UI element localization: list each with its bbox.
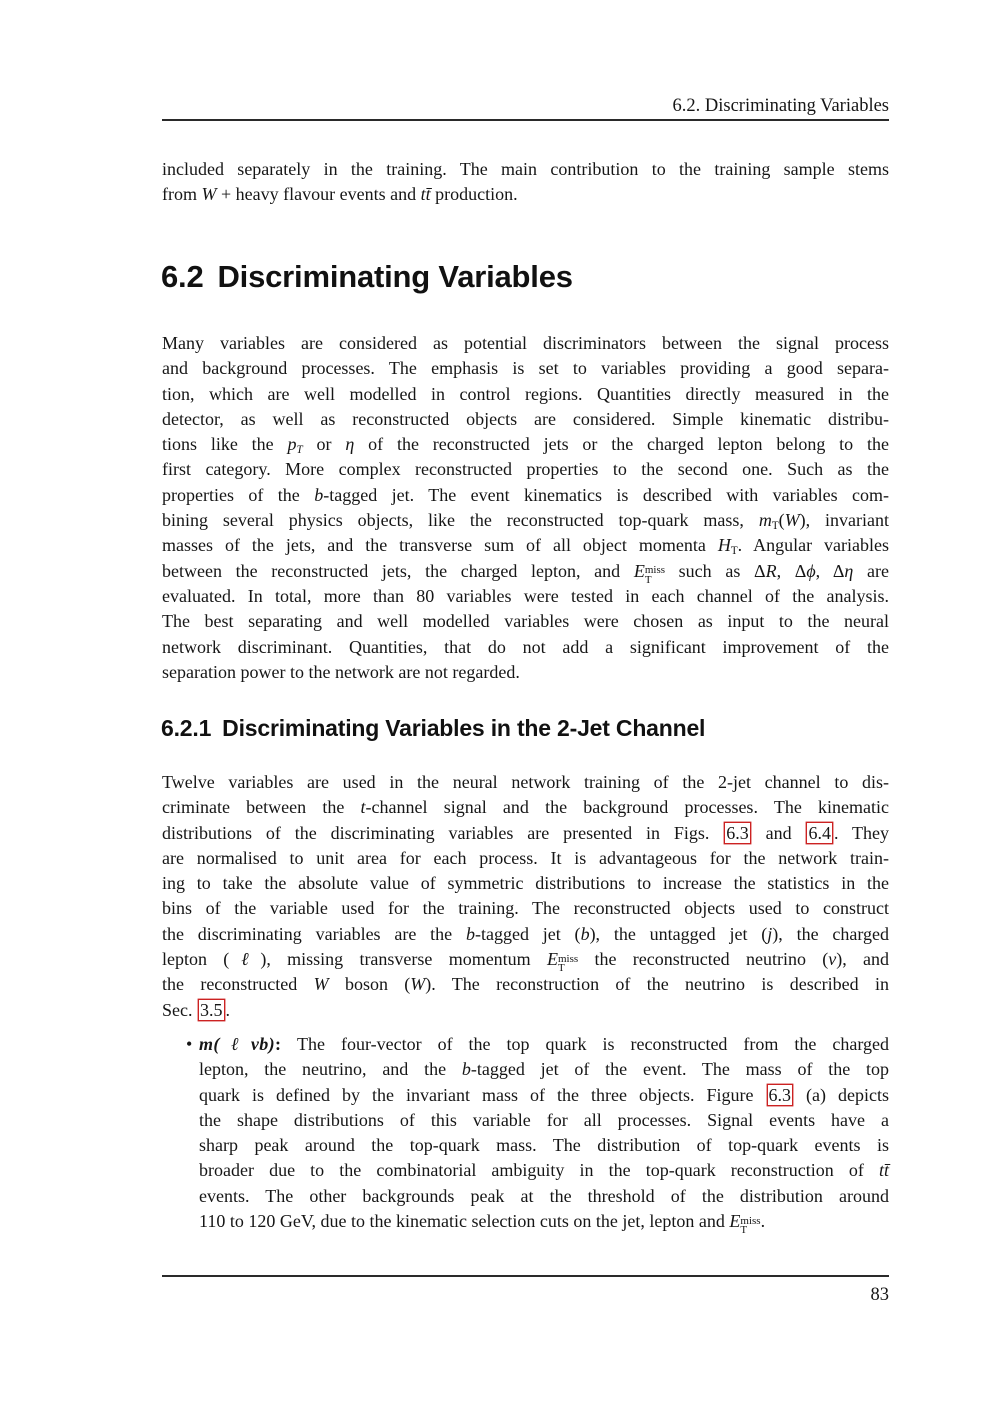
text-run: ), and	[836, 949, 890, 970]
text-line	[162, 795, 889, 820]
page-number: 83	[870, 1285, 889, 1305]
text-line	[162, 356, 889, 381]
text-run: Twelve variables are used in the neural network training of the 2-jet channel to dis-	[162, 772, 889, 792]
text-run: .	[760, 1211, 766, 1232]
text-run: b	[465, 923, 475, 944]
ref-link[interactable]: 6.3	[726, 822, 749, 843]
text-run: (	[778, 510, 785, 531]
text-line	[162, 331, 889, 356]
text-run: Sec.	[162, 999, 197, 1020]
text-run: T	[296, 443, 303, 456]
text-line	[162, 483, 889, 508]
text-run: b	[580, 923, 590, 944]
text-run: . They	[833, 822, 889, 843]
text-run: properties of the	[162, 484, 315, 505]
ref-link[interactable]: 6.4	[808, 822, 831, 843]
text-run: j	[767, 923, 773, 944]
text-line	[199, 1032, 889, 1057]
text-line	[162, 922, 889, 947]
text-line	[162, 846, 889, 871]
text-run: and background processes. The emphasis is set to variables providing a good separa-	[162, 358, 889, 379]
text-line	[162, 896, 889, 921]
section-paragraph	[162, 331, 889, 685]
text-run: tion, which are well modelled in control regions. Quantities directly measured in the	[162, 383, 889, 404]
text-line	[199, 1133, 889, 1158]
text-run: tt̄	[878, 1160, 889, 1181]
text-line	[162, 559, 889, 584]
text-run: the shape distributions of this variable for all processes. Signal events have a	[199, 1109, 889, 1130]
text-run: the reconstructed neutrino (	[578, 949, 829, 970]
text-run: from	[162, 184, 202, 205]
text-run: 110 to 120 GeV, due to the kinematic selection cuts on the jet, lepton and	[199, 1211, 730, 1232]
text-run: W	[410, 974, 426, 995]
text-line	[162, 157, 889, 182]
text-run: bining several physics objects, like the reconstructed top-quark mass,	[162, 510, 759, 531]
text-run: b	[314, 484, 324, 505]
text-run: -channel signal and the background processes. The kinematic	[365, 797, 889, 818]
text-run: E	[729, 1211, 741, 1232]
footer-rule	[162, 1275, 889, 1277]
text-run: boson (	[328, 974, 411, 995]
text-run: t	[360, 797, 366, 818]
text-run: first category. More complex reconstructed properties to the second one. Such as the	[162, 459, 889, 480]
text-line	[162, 407, 889, 432]
subsection-title: Discriminating Variables in the 2-Jet Channel	[222, 715, 706, 741]
text-run: detector, as well as reconstructed objects are considered. Simple kinematic distribu-	[162, 408, 889, 429]
text-run: ), the untagged jet (	[589, 923, 768, 944]
text-run: The best separating and well modelled variables were chosen as input to the neural	[162, 611, 889, 632]
subsection-paragraph	[162, 770, 889, 1023]
bullet-marker-icon: •	[186, 1034, 193, 1054]
text-run: The four-vector of the top quark is reconstructed from the charged	[297, 1034, 889, 1054]
text-line	[162, 182, 889, 207]
text-line	[162, 770, 889, 795]
text-run: R	[765, 560, 777, 581]
text-run: bins of the variable used for the training. The reconstructed objects used to construct	[162, 898, 889, 919]
text-run: :	[275, 1034, 298, 1054]
text-run: H	[717, 535, 731, 556]
text-run: p	[287, 434, 297, 455]
text-run: η	[345, 434, 355, 455]
bullet-text	[199, 1032, 890, 1237]
text-run: tt̄	[420, 184, 431, 205]
intro-paragraph	[162, 157, 889, 208]
text-run: ), invariant	[799, 510, 889, 531]
text-run: m(ℓνb)	[199, 1034, 276, 1054]
text-run: E	[633, 560, 645, 581]
text-run: miss T	[557, 952, 579, 975]
text-run: ℓ	[229, 949, 261, 970]
text-line	[199, 1209, 889, 1237]
subsection-number: 6.2.1	[161, 715, 212, 741]
text-line	[162, 609, 889, 634]
text-line	[199, 1083, 889, 1108]
text-run: ), missing transverse momentum	[260, 949, 547, 970]
text-line	[199, 1057, 889, 1082]
text-run: lepton, the neutrino, and the	[199, 1059, 462, 1080]
text-run: Many variables are considered as potential discriminators between the signal process	[162, 333, 889, 353]
text-run: and	[751, 822, 806, 843]
ref-link[interactable]: 6.3	[768, 1084, 792, 1105]
text-line	[199, 1184, 889, 1209]
text-run: miss T	[644, 564, 666, 586]
text-run: separation power to the network are not regarded.	[162, 661, 520, 682]
text-run: η	[844, 560, 854, 581]
text-run: W	[313, 974, 329, 995]
text-line	[162, 998, 889, 1023]
text-run: network discriminant. Quantities, that do not add a significant improvement of the	[162, 636, 889, 657]
text-line	[199, 1108, 889, 1133]
text-run: + heavy flavour events and	[216, 184, 421, 205]
text-run: b	[461, 1059, 471, 1080]
text-run: ϕ	[806, 560, 816, 581]
text-run: evaluated. In total, more than 80 variables were tested in each channel of the analysis.	[162, 585, 889, 606]
text-run: between the reconstructed jets, the charged lepton, and	[162, 560, 634, 581]
header-rule	[162, 119, 889, 121]
text-line	[162, 432, 889, 457]
bullet-item	[162, 1032, 890, 1237]
text-run: criminate between the	[162, 797, 361, 818]
text-run: ), the charged	[772, 923, 890, 944]
text-run: tions like the	[162, 434, 288, 455]
text-line	[162, 533, 889, 558]
text-run: ν	[828, 949, 837, 970]
text-line	[162, 584, 889, 609]
text-run: lepton (	[162, 949, 230, 970]
text-run: or	[302, 434, 346, 455]
text-run: such as Δ	[665, 560, 766, 581]
section-title: Discriminating Variables	[217, 259, 573, 294]
text-run: are	[853, 560, 889, 581]
section-heading	[161, 258, 573, 296]
text-run: .	[225, 999, 230, 1020]
text-run: broader due to the combinatorial ambiguity in the top-quark reconstruction of	[199, 1160, 879, 1181]
text-run: W	[784, 510, 800, 531]
text-run: m	[758, 510, 772, 531]
text-run: the reconstructed	[162, 974, 314, 995]
text-run: quark is defined by the invariant mass of the three objects. Figure	[199, 1084, 766, 1105]
text-run: -tagged jet (	[474, 923, 581, 944]
text-run: sharp peak around the top-quark mass. The distribution of top-quark events is	[199, 1135, 889, 1156]
text-run: of the reconstructed jets or the charged lepton belong to the	[354, 434, 889, 455]
text-run: T	[771, 519, 779, 532]
text-line	[162, 635, 889, 660]
running-header: 6.2. Discriminating Variables	[672, 96, 889, 116]
text-line	[162, 871, 889, 896]
text-run: (a) depicts	[794, 1084, 890, 1105]
text-line	[162, 972, 889, 997]
text-run: . Angular variables	[737, 535, 890, 556]
text-run: W	[201, 184, 217, 205]
text-run: E	[546, 949, 558, 970]
text-run: ). The reconstruction of the neutrino is described in	[425, 974, 889, 995]
text-run: masses of the jets, and the transverse sum of all object momenta	[162, 535, 718, 556]
text-run: , Δ	[776, 560, 807, 581]
ref-link[interactable]: 3.5	[200, 999, 223, 1020]
text-run: T	[730, 545, 738, 558]
section-number: 6.2	[161, 259, 204, 294]
text-run: events. The other backgrounds peak at the threshold of the distribution around	[199, 1185, 889, 1206]
text-line	[162, 947, 890, 975]
text-line	[162, 508, 889, 533]
text-line	[162, 660, 889, 685]
text-run: -tagged jet of the event. The mass of the top	[470, 1059, 889, 1080]
text-line	[162, 382, 889, 407]
text-run: ing to take the absolute value of symmetric distributions to increase the statistics in the	[162, 873, 889, 894]
text-run: production.	[430, 184, 518, 205]
text-run: -tagged jet. The event kinematics is described with variables com-	[323, 484, 889, 505]
subsection-heading	[161, 713, 705, 743]
text-run: the discriminating variables are the	[162, 923, 466, 944]
text-line	[199, 1158, 889, 1183]
text-run: miss T	[740, 1214, 761, 1237]
text-run: distributions of the discriminating variables are presented in Figs.	[162, 822, 724, 843]
text-run: , Δ	[815, 560, 845, 581]
text-line	[162, 821, 889, 846]
text-line	[162, 457, 889, 482]
text-run: included separately in the training. The main contribution to the training sample stems	[162, 159, 889, 179]
text-run: are normalised to unit area for each process. It is advantageous for the network train-	[162, 847, 889, 868]
